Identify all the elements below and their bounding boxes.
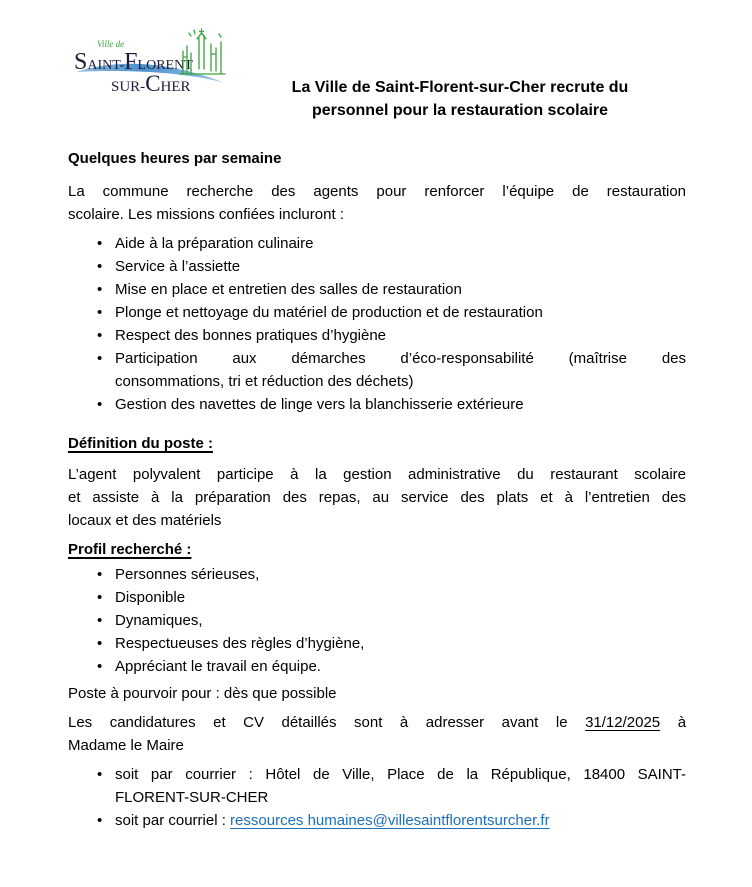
list-item-text: Respectueuses des règles d’hygiène, — [115, 635, 365, 652]
intro-paragraph — [68, 180, 686, 226]
application-text-suffix: à — [677, 714, 687, 731]
list-item — [68, 255, 686, 278]
paragraph-line: La commune recherche des agents pour renforcer l’équipe de restauration — [68, 183, 686, 200]
list-item-text: Service à l’assiette — [115, 258, 241, 275]
list-item-text: Personnes sérieuses, — [115, 566, 260, 583]
logo-tagline: Ville de — [97, 39, 125, 49]
list-item — [68, 324, 686, 347]
email-line-prefix: soit par courriel : — [115, 812, 226, 829]
bullet-marker: • — [97, 766, 103, 783]
bullet-marker: • — [97, 258, 103, 275]
list-item — [68, 563, 686, 586]
list-item-text: Dynamiques, — [115, 612, 203, 629]
list-item-text: Gestion des navettes de linge vers la blanchisserie extérieure — [115, 396, 524, 413]
bullet-marker: • — [97, 396, 103, 413]
city-logo — [73, 27, 228, 101]
list-item-text: Appréciant le travail en équipe. — [115, 658, 321, 675]
list-item — [68, 278, 686, 301]
bullet-marker: • — [97, 658, 103, 675]
bullet-marker: • — [97, 350, 103, 367]
profile-list — [68, 563, 686, 678]
logo-name: SAINT-FLORENT — [74, 49, 193, 75]
paragraph-line: L’agent polyvalent participe à la gestion administrative du restaurant scolaire — [68, 466, 686, 483]
postal-address-line: soit par courrier : Hôtel de Ville, Place de la République, 18400 SAINT- — [115, 766, 686, 783]
list-item-text: Mise en place et entretien des salles de restauration — [115, 281, 462, 298]
list-item-text: Aide à la préparation culinaire — [115, 235, 314, 252]
bullet-marker: • — [97, 589, 103, 606]
availability-line: Poste à pourvoir pour : dès que possible — [68, 685, 337, 702]
list-item-text: consommations, tri et réduction des déchets) — [115, 373, 414, 390]
bullet-marker: • — [97, 635, 103, 652]
list-item — [68, 586, 686, 609]
list-item — [68, 809, 686, 832]
email-line — [115, 809, 686, 832]
list-item — [68, 655, 686, 678]
bullet-marker: • — [97, 304, 103, 321]
missions-list — [68, 232, 686, 416]
list-item-text: Plonge et nettoyage du matériel de production et de restauration — [115, 304, 543, 321]
bullet-marker: • — [97, 566, 103, 583]
bullet-marker: • — [97, 327, 103, 344]
list-item-text: Respect des bonnes pratiques d’hygiène — [115, 327, 387, 344]
paragraph-line: et assiste à la préparation des repas, au service des plats et à l’entretien des — [68, 489, 686, 506]
bullet-marker: • — [97, 812, 103, 829]
application-text-prefix: Les candidatures et CV détaillés sont à adresser avant le — [68, 714, 568, 731]
job-posting-body — [68, 147, 686, 832]
bullet-marker: • — [97, 235, 103, 252]
logo-skyline-icon — [180, 29, 225, 74]
bullet-marker: • — [97, 281, 103, 298]
section-heading-definition: Définition du poste : — [68, 435, 213, 452]
definition-paragraph — [68, 463, 686, 532]
document-title — [230, 76, 690, 122]
section-heading-profile: Profil recherché : — [68, 541, 192, 558]
postal-address-line: FLORENT-SUR-CHER — [115, 789, 269, 806]
list-item-text: Participation aux démarches d’éco-responsabilité (maîtrise des — [115, 350, 686, 367]
paragraph-line: Madame le Maire — [68, 737, 184, 754]
list-item — [68, 301, 686, 324]
paragraph-line — [68, 711, 686, 734]
section-heading-hours: Quelques heures par semaine — [68, 150, 282, 167]
document-title-line2: personnel pour la restauration scolaire — [311, 102, 609, 119]
list-item — [68, 609, 686, 632]
contact-list — [68, 763, 686, 832]
logo-subname: SUR-CHER — [111, 71, 191, 96]
list-item — [68, 393, 686, 416]
list-item-text: Disponible — [115, 589, 186, 606]
document-title-line1: La Ville de Saint-Florent-sur-Cher recrute du — [291, 79, 629, 96]
paragraph-line: locaux et des matériels — [68, 512, 222, 529]
deadline-date: 31/12/2025 — [585, 714, 661, 731]
email-link[interactable]: ressources humaines@villesaintflorentsurcher.fr — [230, 812, 550, 829]
list-item — [68, 763, 686, 809]
list-item — [68, 632, 686, 655]
paragraph-line: scolaire. Les missions confiées incluront : — [68, 206, 344, 223]
list-item — [68, 232, 686, 255]
bullet-marker: • — [97, 612, 103, 629]
list-item — [68, 347, 686, 393]
application-paragraph — [68, 711, 686, 757]
